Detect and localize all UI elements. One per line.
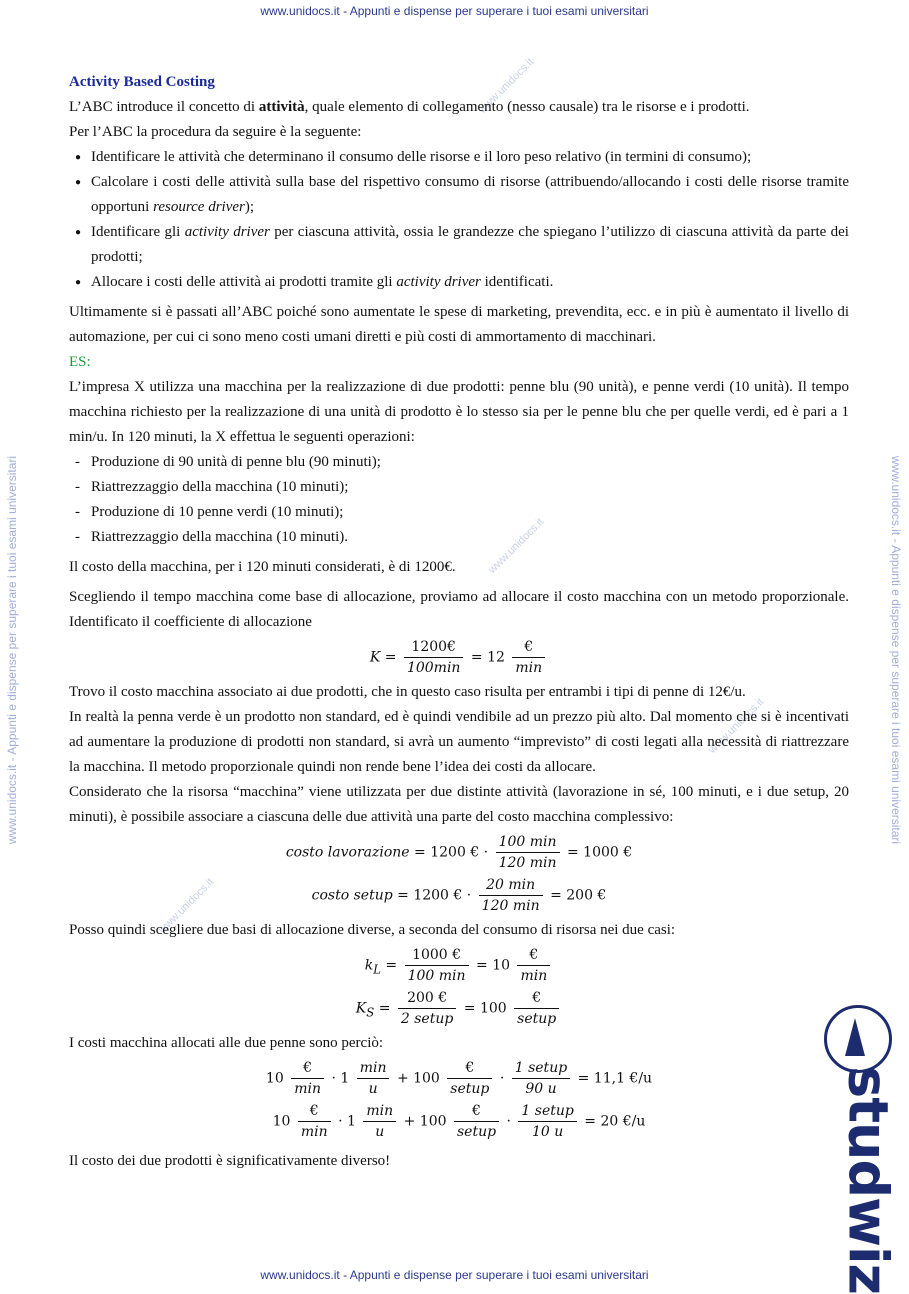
recent-paragraph: Ultimamente si è passati all’ABC poiché sono aumentate le spese di marketing, prevendita, ecc. e in più è aumentato il livello di automazione, per cui ci sono meno costi umani diretti e più costi di ammortamento di macchinari. <box>69 304 849 345</box>
studwiz-logo-text: studwiz <box>836 1066 900 1294</box>
watermark-diagonal: www.unidocs.it <box>486 516 547 576</box>
watermark-diagonal: www.unidocs.it <box>706 696 767 756</box>
procedure-list <box>69 145 849 295</box>
list-item: - Produzione di 90 unità di penne blu (90 minuti); <box>91 450 849 475</box>
reality-paragraph: In realtà la penna verde è un prodotto non standard, ed è quindi vendibile ad un prezzo più alto. Dal momento che si è incentivati ad aumentare la produzione di prodotti non standard, si avrà un aumento “imprevisto” di costi legati alla necessità di riattrezzare la macchina. Il metodo proporzionale quindi non rende bene l’idea dei costi da allocare. <box>69 709 849 775</box>
list-item: ● Calcolare i costi delle attività sulla base del rispettivo consumo di risorse (attribuendo/allocando i costi delle risorse tramite opportuni resource driver); <box>91 170 849 220</box>
intro-paragraph: L’ABC introduce il concetto di attività, quale elemento di collegamento (nesso causale) tra le risorse e i prodotti. <box>69 99 750 115</box>
watermark-diagonal: www.unidocs.it <box>476 56 537 116</box>
equation-lavorazione: costo lavorazione = 1200 € · $\frac{100 \min}{120 \min}$ = 1000 € <box>285 834 633 871</box>
find-cost-paragraph: Trovo il costo macchina associato ai due prodotti, che in questo caso risulta per entrambi i tipi di penne di 12€/u. <box>69 684 746 700</box>
list-item: ● Allocare i costi delle attività ai prodotti tramite gli activity driver identificati. <box>91 270 849 295</box>
considered-paragraph: Considerato che la risorsa “macchina” viene utilizzata per due distinte attività (lavorazione in sé, 100 minuti, e i due setup, 20 minuti), è possibile associare a ciascuna delle due attività una parte del costo macchina complessivo: <box>69 784 849 825</box>
watermark-right: www.unidocs.it - Appunti e dispense per superare i tuoi esami universitari <box>889 455 903 845</box>
list-item: - Produzione di 10 penne verdi (10 minuti); <box>91 500 849 525</box>
section-title: Activity Based Costing <box>69 74 215 90</box>
choose-two-paragraph: Posso quindi scegliere due basi di allocazione diverse, a seconda del consumo di risorsa nei due casi: <box>69 922 676 938</box>
list-item: - Riattrezzaggio della macchina (10 minuti). <box>91 525 849 550</box>
allocated-paragraph: I costi macchina allocati alle due penne sono perciò: <box>69 1035 384 1051</box>
allocation-base-paragraph: Scegliendo il tempo macchina come base di allocazione, proviamo ad allocare il costo macchina con un metodo proporzionale. Identificato il coefficiente di allocazione <box>69 589 849 630</box>
list-item: - Riattrezzaggio della macchina (10 minuti); <box>91 475 849 500</box>
equation-blue-pen: 10 $\frac{€}{\min}$ · 1 $\frac{\min}{u}$ + 100 $\frac{€}{\text{setup}}$ · $\frac{\text{1 setup}}{90 u}$ = 11,1 €/u <box>265 1060 653 1097</box>
watermark-bottom: www.unidocs.it - Appunti e dispense per superare i tuoi esami universitari <box>260 1268 649 1282</box>
list-item: ● Identificare gli activity driver per ciascuna attività, ossia le grandezze che spiegano l’utilizzo di ciascuna attività da parte dei prodotti; <box>91 220 849 270</box>
equation-setup: costo setup = 1200 € · $\frac{20 \min}{120 \min}$ = 200 € <box>311 877 607 914</box>
watermark-left: www.unidocs.it - Appunti e dispense per superare i tuoi esami universitari <box>5 455 19 845</box>
list-item: ● Identificare le attività che determinano il consumo delle risorse e il loro peso relativo (in termini di consumo); <box>91 145 849 170</box>
equation-green-pen: 10 $\frac{€}{\min}$ · 1 $\frac{\min}{u}$ + 100 $\frac{€}{\text{setup}}$ · $\frac{\text{1 setup}}{10 u}$ = 20 €/u <box>272 1103 646 1140</box>
operations-list <box>69 450 849 550</box>
equation-k: K = $\frac{1200€}{100\min}$ = 12 $\frac{€}{\min}$ <box>69 637 849 678</box>
equation-kl: $k_L$ = $\frac{1000 €}{100 \min}$ = 10 $\frac{€}{\min}$ <box>69 945 849 986</box>
equation-ks: $K_S$ = $\frac{200 €}{\text{2 setup}}$ = 100 $\frac{€}{\text{setup}}$ <box>69 988 849 1029</box>
example-label: ES: <box>69 354 91 370</box>
procedure-paragraph: Per l’ABC la procedura da seguire è la seguente: <box>69 124 362 140</box>
machine-cost-paragraph: Il costo della macchina, per i 120 minuti considerati, è di 1200€. <box>69 559 456 575</box>
document-body <box>69 70 849 1174</box>
example-intro: L’impresa X utilizza una macchina per la realizzazione di due prodotti: penne blu (90 unità), e penne verdi (10 unità). Il tempo macchina richiesto per la realizzazione di una unità di prodotto è lo stesso sia per le penne blu che per quelle verdi, ed è pari a 1 min/u. In 120 minuti, la X effettua le seguenti operazioni: <box>69 379 849 445</box>
watermark-diagonal: www.unidocs.it <box>156 876 217 936</box>
watermark-top: www.unidocs.it - Appunti e dispense per superare i tuoi esami universitari <box>260 4 649 18</box>
conclusion-paragraph: Il costo dei due prodotti è significativamente diverso! <box>69 1153 391 1169</box>
